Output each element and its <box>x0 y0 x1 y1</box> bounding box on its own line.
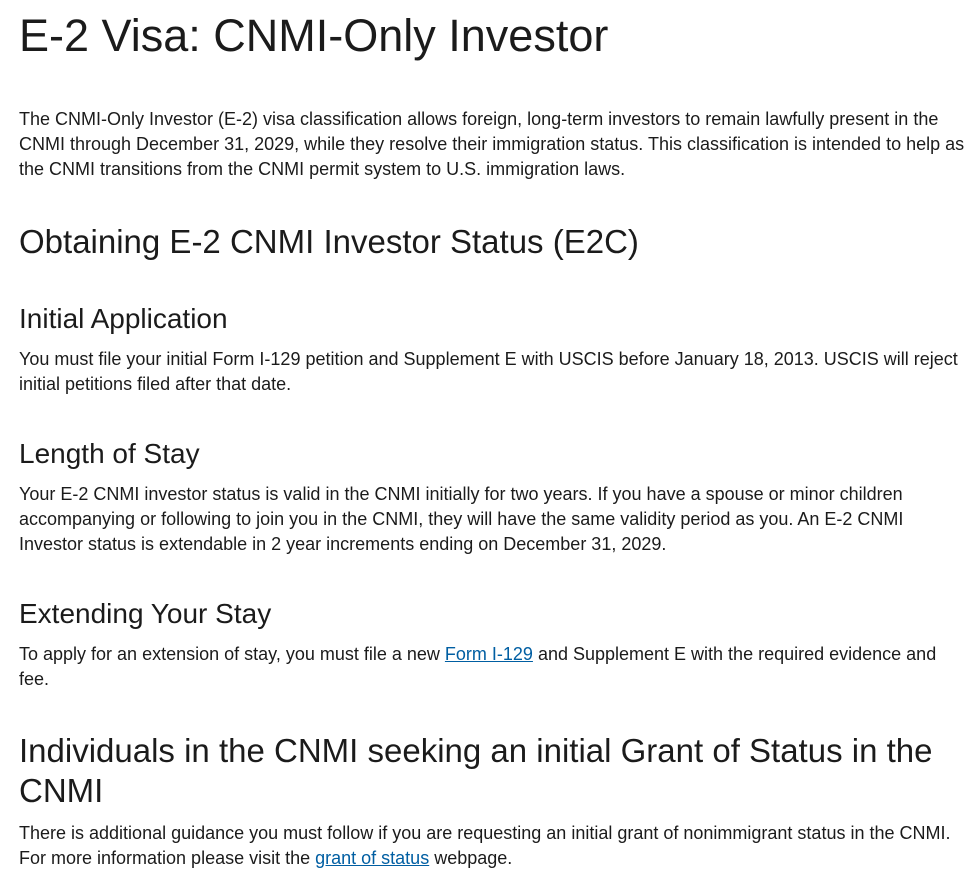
extending-your-stay-text <box>19 642 971 692</box>
form-i129-link[interactable]: Form I-129 <box>444 644 533 664</box>
extending-text-after: and Supplement E with the required evidence and fee. <box>19 644 937 689</box>
section-heading-obtaining: Obtaining E-2 CNMI Investor Status (E2C) <box>19 223 639 260</box>
grant-of-status-text <box>19 821 971 871</box>
page-title: E-2 Visa: CNMI-Only Investor <box>19 10 609 61</box>
grant-of-status-link[interactable]: grant of status <box>315 848 430 868</box>
subheading-initial-application: Initial Application <box>19 303 228 334</box>
subheading-length-of-stay: Length of Stay <box>19 438 200 469</box>
initial-application-text: You must file your initial Form I-129 petition and Supplement E with USCIS before January 18, 2013. USCIS will reject initial petitions filed after that date. <box>19 349 958 394</box>
length-of-stay-text: Your E-2 CNMI investor status is valid in the CNMI initially for two years. If you have a spouse or minor children accompanying or following to join you in the CNMI, they will have the same validity period as you. An E-2 CNMI Investor status is extendable in 2 year increments ending on December 31, 2029. <box>19 484 904 554</box>
grant-text-before: There is additional guidance you must follow if you are requesting an initial grant of nonimmigrant status in the CNMI. For more information please visit the <box>19 823 951 868</box>
grant-text-after: webpage. <box>429 848 513 868</box>
intro-paragraph: The CNMI-Only Investor (E-2) visa classification allows foreign, long-term investors to remain lawfully present in the CNMI through December 31, 2029, while they resolve their immigration status. This classification is intended to help as the CNMI transitions from the CNMI permit system to U.S. immigration laws. <box>19 109 965 179</box>
extending-text-before: To apply for an extension of stay, you must file a new <box>19 644 445 664</box>
subheading-extending-your-stay: Extending Your Stay <box>19 598 272 629</box>
section-heading-grant-of-status: Individuals in the CNMI seeking an initial Grant of Status in the CNMI <box>19 732 933 809</box>
